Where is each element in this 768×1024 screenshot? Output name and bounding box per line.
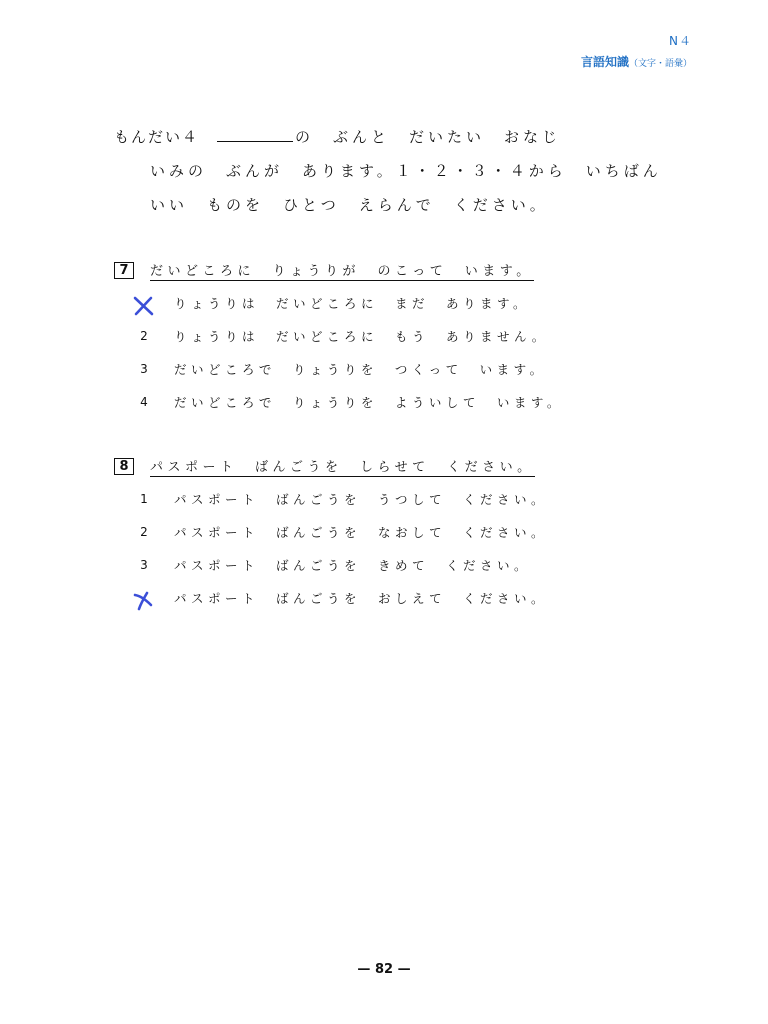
- question-sentence: だいどころに りょうりが のこって います。: [150, 260, 534, 281]
- option-text: パスポート ばんごうを なおして ください。: [174, 524, 549, 540]
- instruction-line-2: いみの ぶんが あります。１・２・３・４から いちばん: [150, 162, 662, 180]
- option-number: 2: [140, 524, 148, 539]
- question-sentence: パスポート ばんごうを しらせて ください。: [150, 456, 535, 477]
- option-1[interactable]: [114, 482, 548, 515]
- option-3[interactable]: [114, 548, 548, 581]
- page-number: — 82 —: [357, 962, 411, 977]
- question-number: 8: [114, 458, 134, 475]
- option-2[interactable]: [114, 319, 564, 352]
- option-4[interactable]: [114, 581, 548, 614]
- instruction-line-1: [114, 126, 662, 160]
- question-header: [114, 258, 564, 282]
- instruction-block: [114, 126, 662, 228]
- section-title: [581, 53, 692, 70]
- option-list: [114, 286, 564, 418]
- check-mark-icon: [132, 295, 156, 317]
- option-3[interactable]: [114, 352, 564, 385]
- option-number: 1: [140, 491, 148, 506]
- check-mark-icon: [132, 590, 156, 612]
- section-title-sub: （文字・語彙）: [628, 59, 692, 69]
- question-number: 7: [114, 262, 134, 279]
- instruction-line-3: いい ものを ひとつ えらんで ください。: [150, 196, 549, 214]
- instruction-text-1: の ぶんと だいたい おなじ: [295, 128, 562, 146]
- option-4[interactable]: [114, 385, 564, 418]
- problem-label: もんだい４: [114, 128, 200, 146]
- option-number: 3: [140, 557, 148, 572]
- section-title-main: 言語知識: [580, 55, 629, 69]
- option-list: [114, 482, 548, 614]
- option-2[interactable]: [114, 515, 548, 548]
- option-number: 3: [140, 361, 148, 376]
- option-number: 4: [140, 394, 148, 409]
- option-text: パスポート ばんごうを きめて ください。: [174, 557, 532, 573]
- level-label: N４: [669, 34, 692, 48]
- question-8: [114, 454, 548, 614]
- option-number: 2: [140, 328, 148, 343]
- option-text: パスポート ばんごうを おしえて ください。: [174, 590, 549, 606]
- option-text: りょうりは だいどころに まだ あります。: [174, 295, 531, 311]
- option-text: だいどころで りょうりを つくって います。: [174, 361, 547, 377]
- option-1[interactable]: [114, 286, 564, 319]
- question-header: [114, 454, 548, 478]
- page-header: [581, 32, 692, 70]
- underline-blank: [217, 127, 293, 142]
- option-text: りょうりは だいどころに もう ありません。: [174, 328, 549, 344]
- question-7: [114, 258, 564, 418]
- option-text: パスポート ばんごうを うつして ください。: [174, 491, 549, 507]
- option-text: だいどころで りょうりを よういして います。: [174, 394, 564, 410]
